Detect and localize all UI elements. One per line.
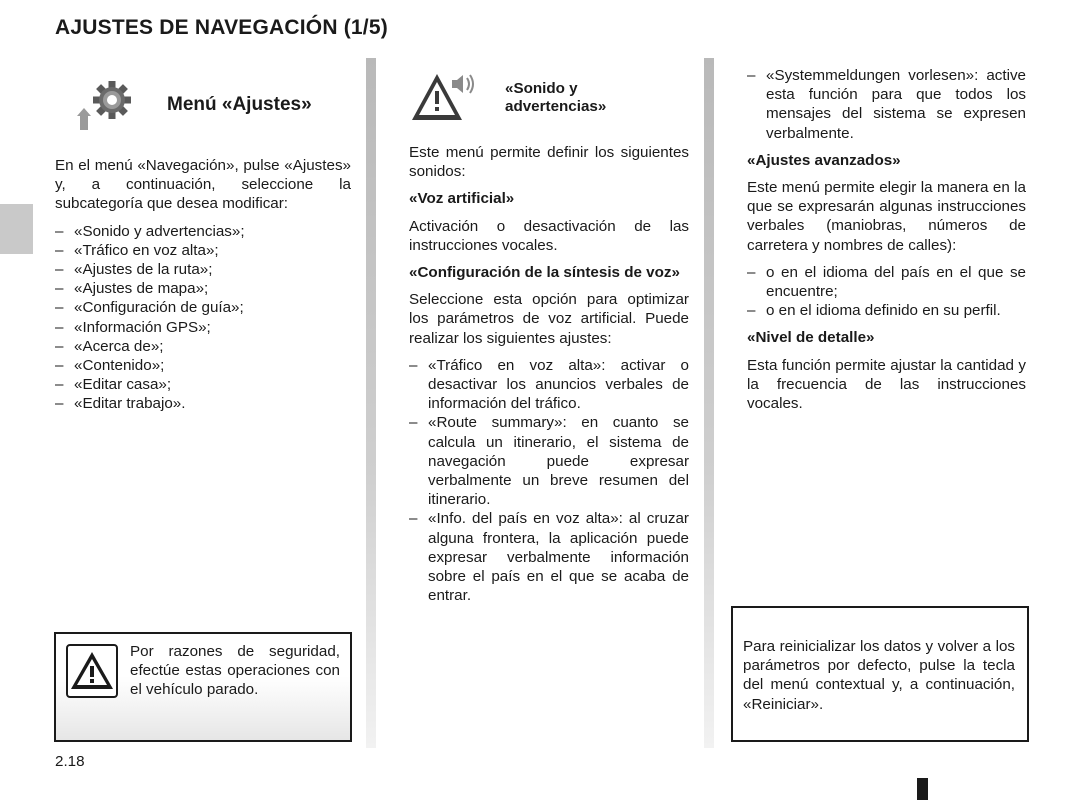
reset-note-box (731, 606, 1029, 742)
detail-level-heading: «Nivel de detalle» (747, 329, 875, 347)
list-item: – «Información GPS»; (55, 318, 351, 337)
page-number: 2.18 (55, 753, 85, 770)
list-item: – o en el idioma definido en su perfil. (747, 301, 1026, 320)
warning-sound-icon (410, 72, 480, 122)
voice-synthesis-text: Seleccione esta opción para optimizar los parámetros de voz artificial. Puede realizar los siguientes ajustes: (409, 291, 689, 347)
menu-settings-heading: Menú «Ajustes» (167, 94, 312, 115)
list-item: – «Tráfico en voz alta»: activar o desactivar los anuncios verbales de información del tráfico. (409, 356, 689, 414)
list-item: – «Sonido y advertencias»; (55, 222, 351, 241)
list-item: – «Editar trabajo». (55, 394, 351, 413)
intro-paragraph: En el menú «Navegación», pulse «Ajustes» y, a continuación, seleccione la subcategoría que desea modificar: (55, 157, 351, 213)
sound-warnings-heading: «Sonido y advertencias» (505, 80, 607, 115)
reset-note-text: Para reinicializar los datos y volver a los parámetros por defecto, pulse la tecla del menú contextual y, a continuación, «Reiniciar». (743, 638, 1015, 713)
list-item: – «Systemmeldungen vorlesen»: active esta función para que todos los mensajes del sistema se expresen verbalmente. (747, 66, 1026, 143)
detail-level-text: Esta función permite ajustar la cantidad y la frecuencia de las instrucciones vocales. (747, 356, 1026, 413)
list-item: – «Contenido»; (55, 356, 351, 375)
settings-gear-icon (76, 80, 136, 130)
artificial-voice-heading: «Voz artificial» (409, 190, 515, 208)
list-item: – «Acerca de»; (55, 337, 351, 356)
list-item: – «Configuración de guía»; (55, 298, 351, 317)
language-options-list (747, 263, 1026, 321)
synthesis-options-list (409, 356, 689, 606)
warning-triangle-icon (66, 644, 118, 698)
system-messages-list (747, 66, 1026, 143)
page-edge-marker (917, 778, 928, 800)
voice-synthesis-heading: «Configuración de la síntesis de voz» (409, 264, 680, 282)
column-divider (704, 58, 714, 748)
advanced-settings-text: Este menú permite elegir la manera en la que se expresarán algunas instrucciones verbales (maniobras, números de carretera y nombres de calles): (747, 179, 1026, 254)
list-item: – o en el idioma del país en el que se encuentre; (747, 263, 1026, 301)
list-item: – «Tráfico en voz alta»; (55, 241, 351, 260)
list-item: – «Route summary»: en cuanto se calcula un itinerario, el sistema de navegación puede expresar verbalmente un breve resumen del itinerario. (409, 413, 689, 509)
page-title: AJUSTES DE NAVEGACIÓN (1/5) (55, 16, 388, 39)
list-item: – «Info. del país en voz alta»: al cruzar alguna frontera, la aplicación puede expresar verbalmente información sobre el país en el que se acaba de entrar. (409, 509, 689, 605)
intro-paragraph: Este menú permite definir los siguientes sonidos: (409, 144, 689, 181)
list-item: – «Editar casa»; (55, 375, 351, 394)
list-item: – «Ajustes de la ruta»; (55, 260, 351, 279)
artificial-voice-text: Activación o desactivación de las instrucciones vocales. (409, 217, 689, 254)
column-divider (366, 58, 376, 748)
safety-warning-text: Por razones de seguridad, efectúe estas operaciones con el vehículo parado. (130, 643, 340, 699)
safety-warning-box (54, 632, 352, 742)
advanced-settings-heading: «Ajustes avanzados» (747, 151, 901, 169)
list-item: – «Ajustes de mapa»; (55, 279, 351, 298)
column-1 (55, 156, 351, 422)
chapter-tab (0, 204, 33, 254)
settings-submenu-list (55, 222, 351, 414)
column-2 (409, 143, 689, 613)
column-3 (747, 66, 1026, 421)
